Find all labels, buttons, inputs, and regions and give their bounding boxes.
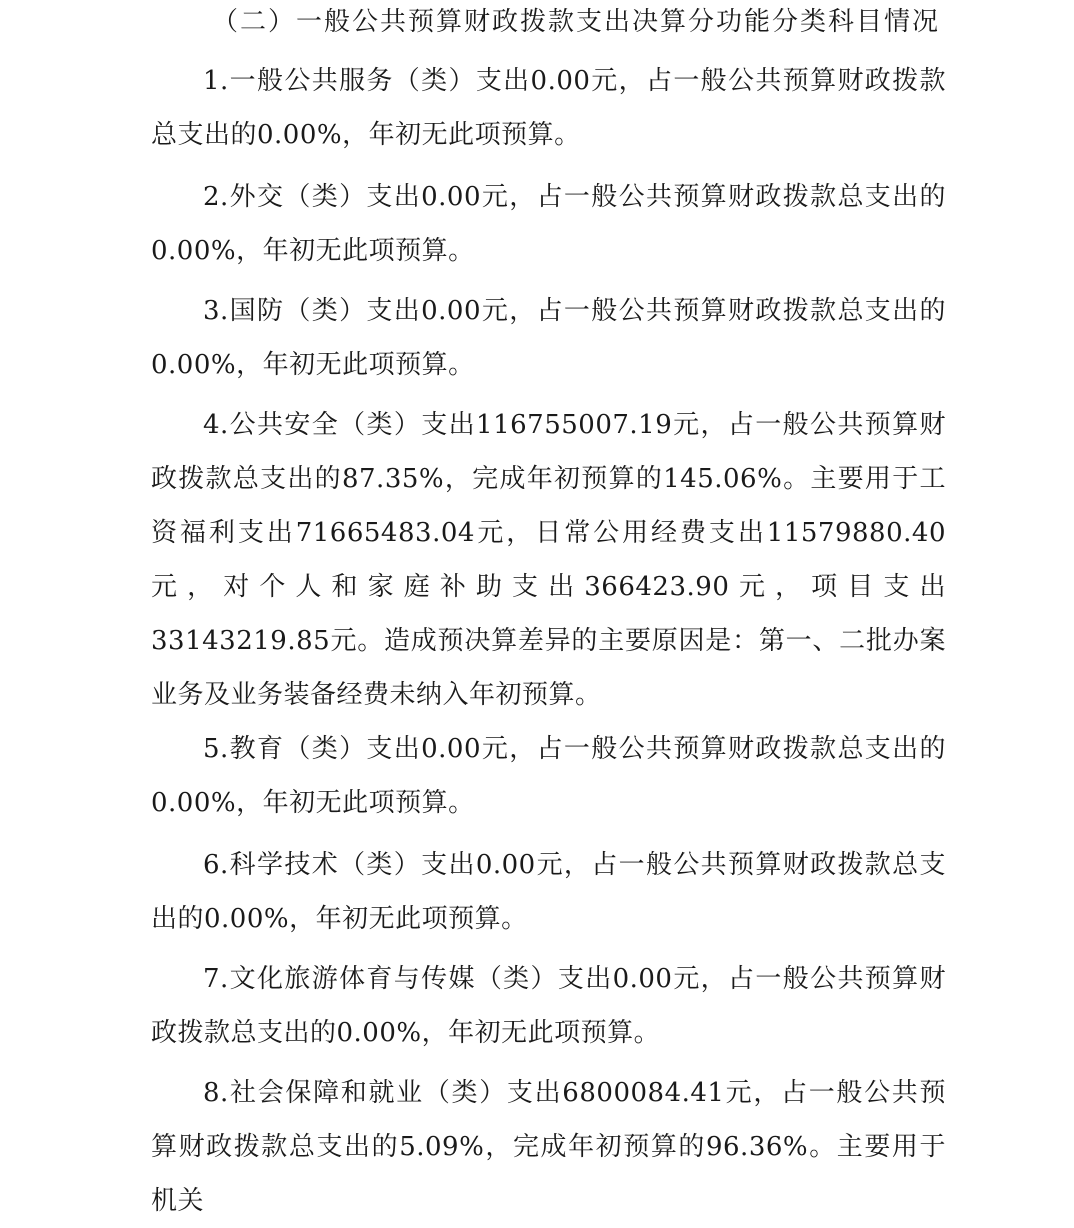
paragraph-education: 5.教育（类）支出0.00元，占一般公共预算财政拨款总支出的0.00%，年初无此项预算。 (151, 734, 946, 818)
paragraph-public-security: 4.公共安全（类）支出116755007.19元，占一般公共预算财政拨款总支出的87.35%，完成年初预算的145.06%。主要用于工资福利支出71665483.04元，日常公用经费支出11579880.40元，对个人和家庭补助支出366423.90元，项目支出33143219.85元。造成预决算差异的主要原因是：第一、二批办案业务及业务装备经费未纳入年初预算。 (151, 410, 946, 710)
paragraph-social-security-employment: 8.社会保障和就业（类）支出6800084.41元，占一般公共预算财政拨款总支出的5.09%，完成年初预算的96.36%。主要用于机关 (151, 1078, 946, 1216)
paragraph-foreign-affairs: 2.外交（类）支出0.00元，占一般公共预算财政拨款总支出的0.00%，年初无此项预算。 (151, 182, 946, 266)
paragraph-culture-tourism-sports-media: 7.文化旅游体育与传媒（类）支出0.00元，占一般公共预算财政拨款总支出的0.00%，年初无此项预算。 (151, 964, 946, 1048)
section-heading: （二）一般公共预算财政拨款支出决算分功能分类科目情况 (212, 7, 941, 37)
paragraph-science-technology: 6.科学技术（类）支出0.00元，占一般公共预算财政拨款总支出的0.00%，年初无此项预算。 (151, 850, 946, 934)
paragraph-general-public-services: 1.一般公共服务（类）支出0.00元，占一般公共预算财政拨款总支出的0.00%，年初无此项预算。 (151, 66, 946, 150)
paragraph-national-defense: 3.国防（类）支出0.00元，占一般公共预算财政拨款总支出的0.00%，年初无此项预算。 (151, 296, 946, 380)
